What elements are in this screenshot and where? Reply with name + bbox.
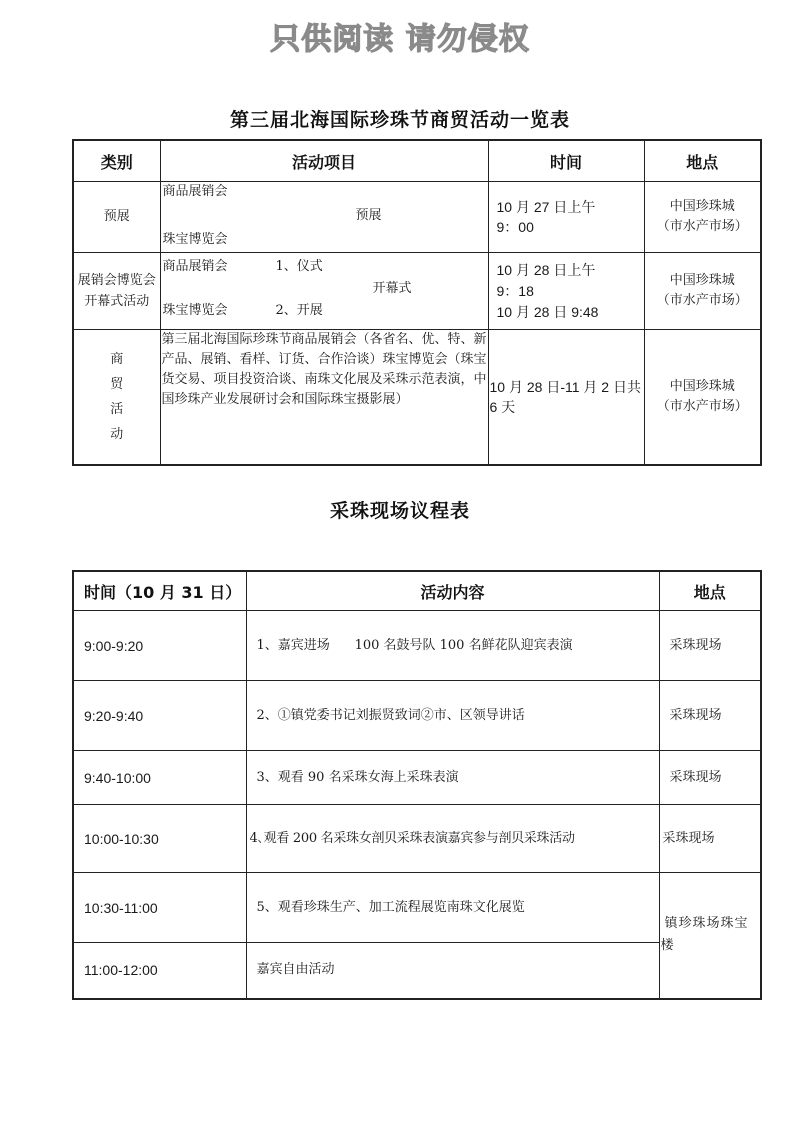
content-cell: 嘉宾自由活动: [246, 943, 659, 999]
header-content: 活动内容: [246, 571, 659, 611]
time-cell: 11:00-12:00: [73, 943, 246, 999]
place-line: 中国珍珠城: [669, 378, 735, 394]
table-row: [73, 182, 761, 253]
content-cell: 2、①镇党委书记刘振贤致词②市、区领导讲话: [246, 681, 659, 751]
table-row: [73, 330, 761, 465]
item-cell: 第三届北海国际珍珠节商品展销会（各省名、优、特、新产品、展销、看样、订货、合作洽谈）珠宝博览会（珠宝货交易、项目投资洽谈、南珠文化展及采珠示范表演，中国珍珠产业发展研讨会和国际珠宝摄影展）: [160, 330, 488, 465]
time-line: 9：00: [496, 219, 534, 235]
header-item: 活动项目: [160, 140, 488, 182]
place-cell: 采珠现场: [659, 751, 761, 805]
item-top: 商品展销会: [162, 259, 228, 274]
time-cell: [488, 253, 644, 330]
place-line: （市水产市场）: [656, 293, 748, 308]
table-row: [73, 873, 761, 943]
table-row: [73, 805, 761, 873]
table-row: [73, 751, 761, 805]
content-cell: 1、嘉宾进场 100 名鼓号队 100 名鲜花队迎宾表演: [246, 611, 659, 681]
place-line: 中国珍珠城: [669, 273, 735, 288]
time-line: 10 月 27 日上午: [496, 199, 596, 215]
place-cell: 采珠现场: [659, 681, 761, 751]
item-top: 商品展销会: [162, 184, 228, 199]
time-line: 10 月 28 日上午: [496, 261, 596, 278]
content-cell: 5、观看珍珠生产、加工流程展览南珠文化展览: [246, 873, 659, 943]
item-bottom: 珠宝博览会: [162, 232, 228, 247]
item-cell: [160, 253, 488, 330]
table-row: [73, 611, 761, 681]
table-header-row: [73, 140, 761, 182]
time-line: 9：18: [496, 282, 534, 299]
place-cell: [644, 182, 761, 253]
category-cell: 展销会博览会开幕式活动: [73, 253, 160, 330]
header-time: 时间（10 月 31 日）: [73, 571, 246, 611]
place-line: （市水产市场）: [656, 219, 748, 234]
item-top-sub: 1、仪式: [275, 259, 323, 274]
header-time: 时间: [488, 140, 644, 182]
item-cell: [160, 182, 488, 253]
table2-title: 采珠现场议程表: [329, 500, 470, 522]
time-cell: 9:20-9:40: [73, 681, 246, 751]
table1-title: 第三届北海国际珍珠节商贸活动一览表: [229, 109, 570, 131]
item-bottom-sub: 2、开展: [275, 303, 323, 318]
item-bottom: 珠宝博览会: [162, 303, 228, 318]
time-line: 10 月 28 日 9:48: [496, 303, 599, 320]
content-cell: 3、观看 90 名采珠女海上采珠表演: [246, 751, 659, 805]
item-mid: 预展: [355, 208, 382, 223]
time-cell: 10:30-11:00: [73, 873, 246, 943]
header-place: 地点: [644, 140, 761, 182]
category-cell: 预展: [73, 182, 160, 253]
content-cell: 4､观看 200 名采珠女剖贝采珠表演嘉宾参与剖贝采珠活动: [246, 805, 659, 873]
header-category: 类别: [73, 140, 160, 182]
time-cell: 10:00-10:30: [73, 805, 246, 873]
agenda-table: [72, 570, 762, 1000]
category-vertical-text: 商贸活动: [110, 351, 124, 442]
time-cell: 9:40-10:00: [73, 751, 246, 805]
place-cell: 采珠现场: [659, 611, 761, 681]
time-cell: 10 月 28 日-11 月 2 日共 6 天: [488, 330, 644, 465]
table-row: [73, 253, 761, 330]
table-header-row: [73, 571, 761, 611]
place-line: （市水产市场）: [656, 398, 748, 414]
trade-activities-table: [72, 139, 762, 466]
item-mid: 开幕式: [372, 281, 412, 296]
table-row: [73, 681, 761, 751]
watermark: 只供阅读 请勿侵权: [270, 22, 530, 57]
place-cell: [644, 330, 761, 465]
table-row: [73, 943, 761, 999]
category-cell: [73, 330, 160, 465]
place-line: 中国珍珠城: [669, 199, 735, 214]
place-cell: [644, 253, 761, 330]
time-cell: 9:00-9:20: [73, 611, 246, 681]
time-cell: [488, 182, 644, 253]
place-cell: 镇珍珠场珠宝楼: [659, 873, 761, 999]
header-place: 地点: [659, 571, 761, 611]
place-cell: 采珠现场: [659, 805, 761, 873]
